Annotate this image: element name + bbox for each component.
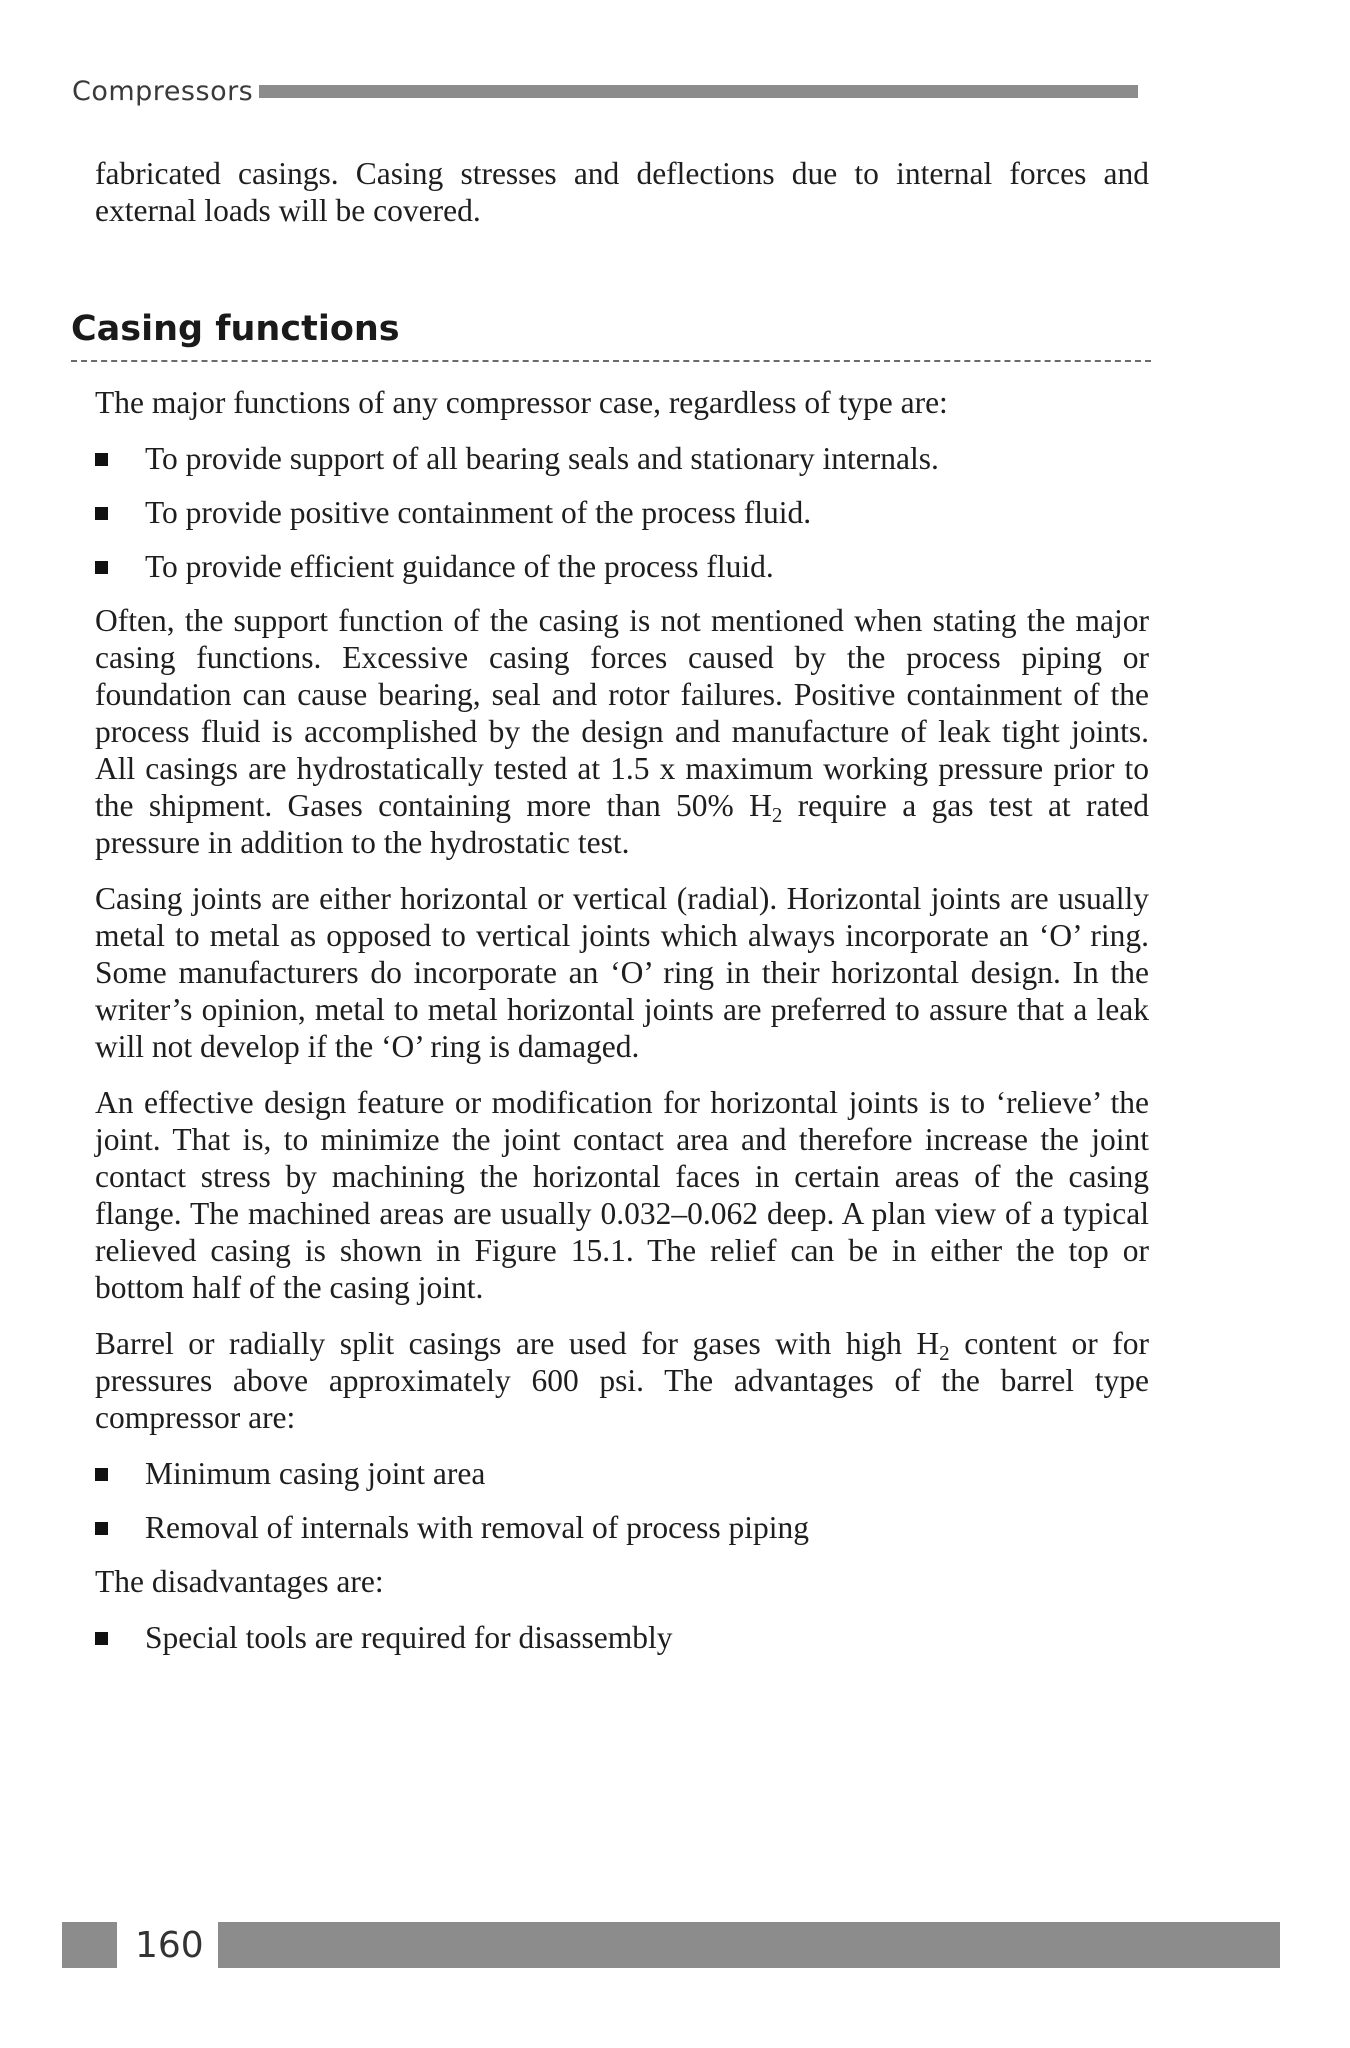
subscript: 2 [939,1341,950,1365]
list-item-text: To provide support of all bearing seals and stationary internals. [145,441,939,476]
functions-list [95,440,1149,585]
list-item [95,548,1149,585]
barrel-text-a: Barrel or radially split casings are used for gases with high H [95,1326,940,1361]
bullet-icon [95,1522,108,1535]
page-number: 160 [135,1924,204,1966]
bullet-icon [95,561,108,574]
subscript: 2 [771,803,783,827]
support-text-a: Often, the support function of the casing is not mentioned when stating the major casing functions. Excessive casing forces caused by the process piping or foundation can cause bearing, seal and rotor failures. Positive containment of the process fluid is accomplished by the design and manufacture of leak tight joints. All casings are hydrostatically tested at 1.5 x maximum working pressure prior to the shipment. Gases containing more than 50% H [95,603,1149,823]
list-item [95,494,1149,531]
list-item [95,1619,1149,1656]
page-footer [62,1922,1280,1968]
bullet-icon [95,453,108,466]
section-heading: Casing functions [71,307,1151,362]
running-head [72,74,1138,108]
joints-paragraph: Casing joints are either horizontal or vertical (radial). Horizontal joints are usually metal to metal as opposed to vertical joints which always incorporate an ‘O’ ring. Some manufacturers do incorporate an ‘O’ ring in their horizontal design. In the writer’s opinion, metal to metal horizontal joints are preferred to assure that a leak will not develop if the ‘O’ ring is damaged. [95,881,1149,1064]
list-item [95,1455,1149,1492]
disadvantages-lead: The disadvantages are: [95,1564,384,1599]
bullet-icon [95,1632,108,1645]
running-head-bar [259,85,1138,98]
list-item [95,440,1149,477]
disadvantages-list [95,1619,1149,1656]
barrel-paragraph [95,1325,1149,1436]
list-item [95,1509,1149,1546]
functions-lead: The major functions of any compressor case, regardless of type are: [95,385,948,420]
running-head-label: Compressors [72,75,254,107]
list-item-text: Removal of internals with removal of process piping [145,1510,809,1545]
support-paragraph [95,602,1149,861]
relieve-paragraph: An effective design feature or modification for horizontal joints is to ‘relieve’ the joint. That is, to minimize the joint contact area and therefore increase the joint contact stress by machining the horizontal faces in certain areas of the casing flange. The machined areas are usually 0.032–0.062 deep. A plan view of a typical relieved casing is shown in Figure 15.1. The relief can be in either the top or bottom half of the casing joint. [95,1085,1149,1305]
intro-paragraph: fabricated casings. Casing stresses and deflections due to internal forces and external loads will be covered. [95,156,1149,228]
footer-bar [218,1922,1280,1968]
advantages-list [95,1455,1149,1546]
list-item-text: To provide efficient guidance of the process fluid. [145,549,774,584]
list-item-text: To provide positive containment of the process fluid. [145,495,812,530]
list-item-text: Minimum casing joint area [145,1456,486,1491]
bullet-icon [95,1468,108,1481]
footer-block [62,1922,117,1968]
bullet-icon [95,507,108,520]
barrel-text-b: content or for pressures above approximately 600 psi. The advantages of the barrel type compressor are: [95,1326,1149,1435]
support-text-b: require a gas test at rated pressure in addition to the hydrostatic test. [95,788,1149,860]
list-item-text: Special tools are required for disassembly [145,1620,673,1655]
page-content [71,155,1149,1673]
